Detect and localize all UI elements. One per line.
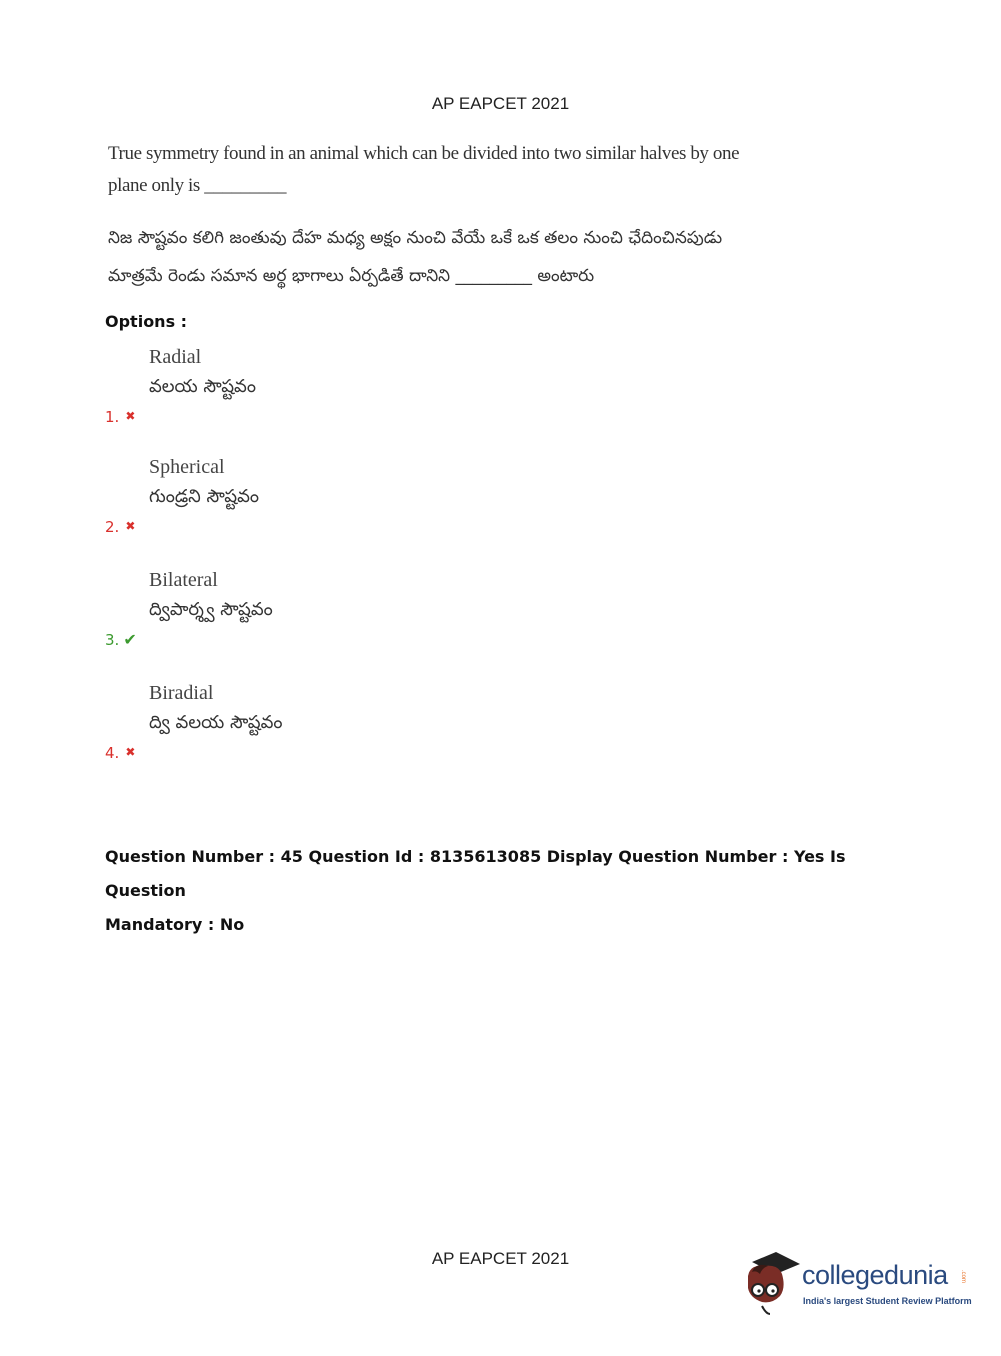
option-3-telugu: ద్విపార్శ్వ సౌష్టవం [149, 599, 273, 620]
option-2 [105, 456, 405, 536]
mascot-icon [742, 1248, 802, 1318]
option-3 [105, 569, 405, 649]
page-footer: AP EAPCET 2021 [431, 1249, 570, 1268]
question-text-english: True symmetry found in an animal which can be divided into two similar halves by one plane only is _________ [108, 143, 740, 196]
question-text-telugu: నిజ సౌష్టవం కలిగి జంతువు దేహ మధ్య అక్షం నుంచి వేయే ఒకే ఒక తలం నుంచి ఛేదించినపుడు మాత్రమే రెండు సమాన అర్థ భాగాలు ఏర్పడితే దానిని _________ అంటారు [108, 228, 723, 286]
option-1 [105, 346, 405, 426]
option-4 [105, 682, 405, 762]
logo-dotcom: .com [960, 1270, 966, 1284]
options-label: Options : [105, 312, 188, 331]
logo-tagline: India's largest Student Review Platform [803, 1296, 972, 1306]
option-1-telugu: వలయ సౌష్టవం [149, 376, 256, 397]
option-2-english: Spherical [149, 456, 225, 478]
cross-icon: ✖ [125, 745, 136, 759]
option-4-telugu: ద్వి వలయ సౌష్టవం [149, 712, 283, 733]
option-1-number: 1. ✖ [105, 408, 136, 426]
collegedunia-logo [742, 1248, 972, 1318]
page-header: AP EAPCET 2021 [431, 94, 570, 113]
check-icon: ✔ [123, 630, 137, 649]
question-meta-line-1: Question Number : 45 Question Id : 8135613085 Display Question Number : Yes Is Question [105, 847, 846, 900]
option-3-english: Bilateral [149, 569, 218, 591]
question-meta-line-2: Mandatory : No [105, 915, 245, 934]
question-meta [105, 840, 905, 942]
option-3-number: 3. ✔ [105, 630, 137, 649]
cross-icon: ✖ [125, 409, 136, 423]
logo-name: collegedunia [802, 1260, 948, 1290]
option-4-number: 4. ✖ [105, 744, 136, 762]
cross-icon: ✖ [125, 519, 136, 533]
option-4-english: Biradial [149, 682, 214, 704]
option-2-number: 2. ✖ [105, 518, 136, 536]
option-2-telugu: గుండ్రని సౌష్టవం [149, 486, 260, 507]
option-1-english: Radial [149, 346, 202, 368]
